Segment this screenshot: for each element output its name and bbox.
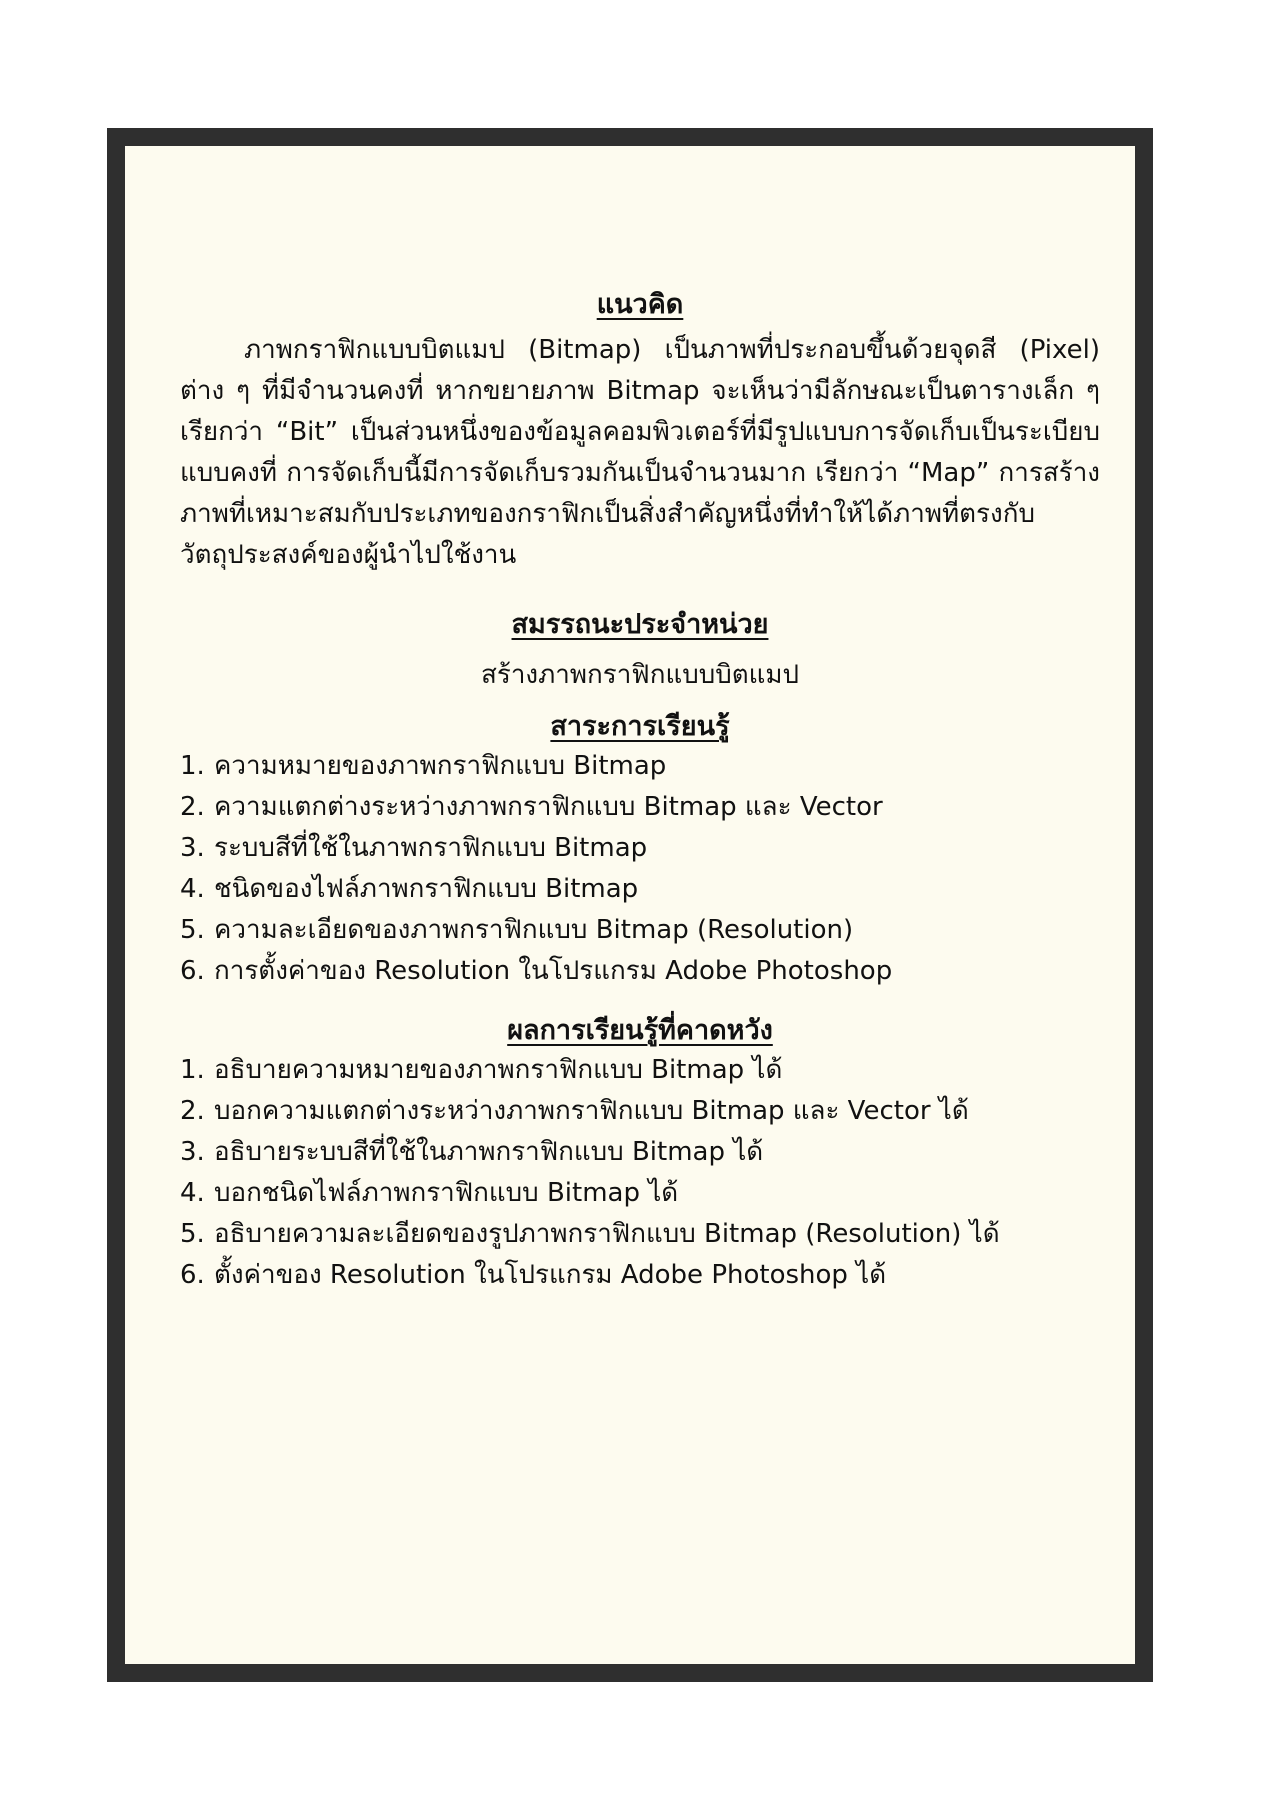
list-item-number: 3. [180,833,205,863]
list-item [180,1132,1100,1173]
list-item-text: ชนิดของไฟล์ภาพกราฟิกแบบ Bitmap [214,874,639,904]
list-item-number: 6. [180,1260,205,1290]
list-item-number: 5. [180,1219,205,1249]
document-page [125,146,1135,1664]
list-item-text: ความแตกต่างระหว่างภาพกราฟิกแบบ Bitmap และ Vector [214,792,883,822]
list-item [180,1173,1100,1214]
document-content [180,286,1100,1296]
concept-paragraph: ภาพกราฟิกแบบบิตแมป (Bitmap) เป็นภาพที่ประกอบขึ้นด้วยจุดสี (Pixel) ต่าง ๆ ที่มีจำนวนคงที่ หากขยายภาพ Bitmap จะเห็นว่ามีลักษณะเป็นตารางเล็ก ๆ เรียกว่า “Bit” เป็นส่วนหนึ่งของข้อมูลคอมพิวเตอร์ที่มีรูปแบบการจัดเก็บเป็นระเบียบแบบคงที่ การจัดเก็บนี้มีการจัดเก็บรวมกันเป็นจำนวนมาก เรียกว่า “Map” การสร้างภาพที่เหมาะสมกับประเภทของกราฟิกเป็นสิ่งสำคัญหนึ่งที่ทำให้ได้ภาพที่ตรงกับวัตถุประสงค์ของผู้นำไปใช้งาน [180,335,1100,570]
list-item [180,1214,1100,1255]
expected-outcomes-heading: ผลการเรียนรู้ที่คาดหวัง [507,1015,773,1046]
learning-content-list [180,746,1100,992]
list-item-text: การตั้งค่าของ Resolution ในโปรแกรม Adobe Photoshop [214,956,893,986]
list-item-number: 4. [180,874,205,904]
list-item-text: อธิบายความละเอียดของรูปภาพกราฟิกแบบ Bitmap (Resolution) ได้ [214,1219,1000,1249]
list-item [180,951,1100,992]
list-item-number: 2. [180,1096,205,1126]
competency-text: สร้างภาพกราฟิกแบบบิตแมป [480,660,800,690]
list-item-number: 3. [180,1137,205,1167]
list-item-number: 1. [180,751,205,781]
learning-content-heading: สาระการเรียนรู้ [550,711,730,742]
competency-heading: สมรรถนะประจำหน่วย [511,609,769,640]
list-item-text: ความละเอียดของภาพกราฟิกแบบ Bitmap (Resolution) [214,915,854,945]
list-item [180,869,1100,910]
concept-heading: แนวคิด [596,289,684,320]
list-item [180,746,1100,787]
list-item [180,910,1100,951]
list-item-number: 5. [180,915,205,945]
list-item-number: 1. [180,1055,205,1085]
list-item [180,1050,1100,1091]
list-item-text: อธิบายความหมายของภาพกราฟิกแบบ Bitmap ได้ [214,1055,783,1085]
list-item-text: อธิบายระบบสีที่ใช้ในภาพกราฟิกแบบ Bitmap ได้ [214,1137,764,1167]
list-item-text: ตั้งค่าของ Resolution ในโปรแกรม Adobe Photoshop ได้ [214,1260,887,1290]
list-item-number: 2. [180,792,205,822]
list-item-number: 6. [180,956,205,986]
list-item [180,828,1100,869]
list-item [180,1255,1100,1296]
list-item-text: ความหมายของภาพกราฟิกแบบ Bitmap [214,751,667,781]
list-item-number: 4. [180,1178,205,1208]
list-item-text: ระบบสีที่ใช้ในภาพกราฟิกแบบ Bitmap [214,833,648,863]
page-frame [107,128,1153,1682]
list-item [180,787,1100,828]
list-item-text: บอกความแตกต่างระหว่างภาพกราฟิกแบบ Bitmap และ Vector ได้ [214,1096,969,1126]
list-item [180,1091,1100,1132]
list-item-text: บอกชนิดไฟล์ภาพกราฟิกแบบ Bitmap ได้ [214,1178,679,1208]
expected-outcomes-list [180,1050,1100,1296]
